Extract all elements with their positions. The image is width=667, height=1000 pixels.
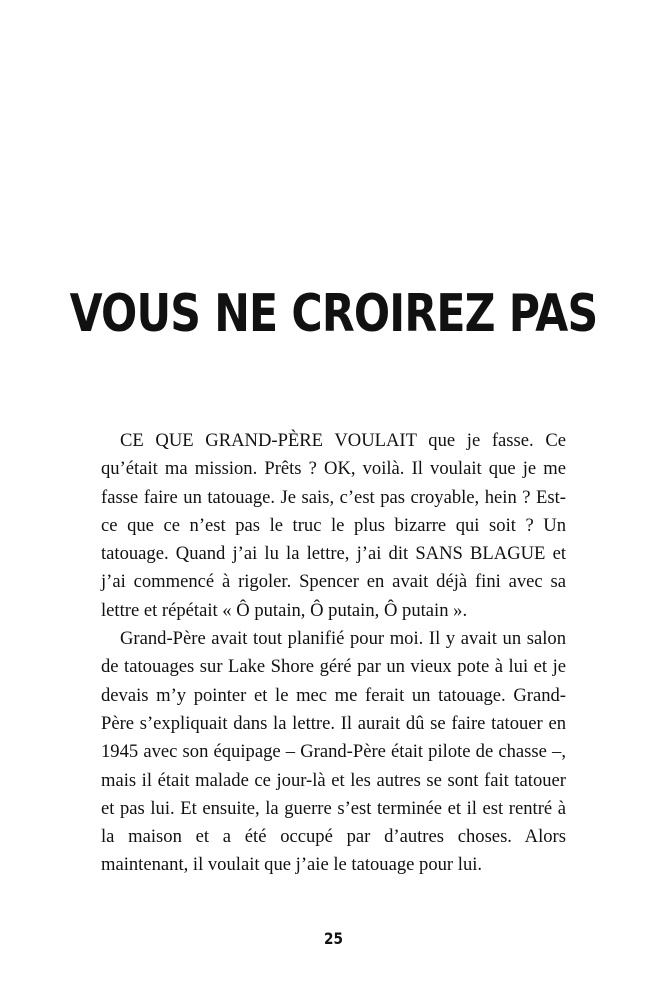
page-number: 25 xyxy=(324,929,343,948)
body-text xyxy=(101,427,566,880)
paragraph-1 xyxy=(101,427,566,625)
paragraph-2: Grand-Père avait tout planifié pour moi. Il y avait un salon de tatouages sur Lake Shore géré par un vieux pote à lui et je devais m’y pointer et le mec me ferait un tatouage. Grand-Père s’expliquait dans la lettre. Il aurait dû se faire tatouer en 1945 avec son équipage – Grand-Père était pilote de chasse –, mais il était malade ce jour-là et les autres se sont fait tatouer et pas lui. Et ensuite, la guerre s’est terminée et il est rentré à la maison et a été occupé par d’autres choses. Alors maintenant, il voulait que j’aie le tatouage pour lui. xyxy=(101,628,566,876)
chapter-title: VOUS NE CROIREZ PAS xyxy=(69,284,598,344)
lead-in: CE QUE GRAND-PÈRE VOULAIT xyxy=(120,430,417,451)
emphasis-caps: SANS BLAGUE xyxy=(415,543,546,565)
paragraph-1-text-b: et j’ai commencé à rigoler. Spencer en avait déjà fini avec sa lettre et répétait « Ô putain, Ô putain, Ô putain ». xyxy=(101,543,566,621)
paragraph-1-text-a: que je fasse. Ce qu’était ma mission. Prêts ? OK, voilà. Il voulait que je me fasse faire un tatouage. Je sais, c’est pas croyable, hein ? Est-ce que ce n’est pas le truc le plus bizarre qui soit ? Un tatouage. Quand j’ai lu la lettre, j’ai dit xyxy=(101,430,566,565)
